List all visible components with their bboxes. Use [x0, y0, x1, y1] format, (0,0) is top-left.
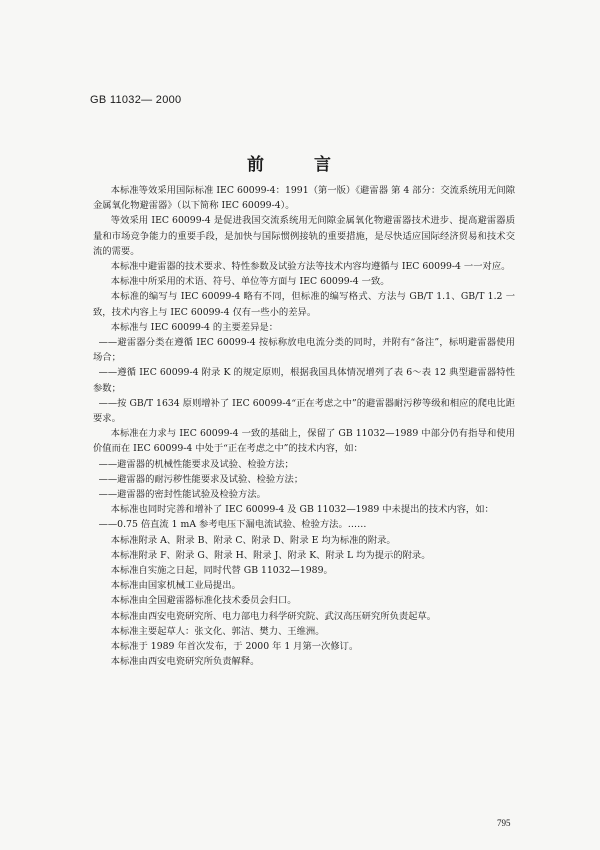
paragraph: 本标准由全国避雷器标准化技术委员会归口。: [110, 595, 297, 607]
list-item: ——0.75 倍直流 1 mA 参考电压下漏电流试验、检验方法。……: [98, 519, 367, 531]
paragraph: 本标准的编写与 IEC 60099-4 略有不同，但标准的编写格式、方法与 GB/T 1.1、GB/T 1.2 一致，技术内容上与 IEC 60099-4 仅有一些小的差异。: [93, 291, 515, 318]
list-item: ——避雷器分类在遵循 IEC 60099-4 按标称放电电流分类的同时，并附有“备注”，标明避雷器使用场合；: [93, 337, 515, 364]
list-item: ——避雷器的密封性能试验及检验方法。: [98, 489, 266, 501]
paragraph: 本标准由西安电瓷研究所、电力部电力科学研究院、武汉高压研究所负责起草。: [110, 610, 437, 622]
paragraph: 本标准在力求与 IEC 60099-4 一致的基础上，保留了 GB 11032—1989 中部分仍有指导和使用价值而在 IEC 60099-4 中处于“正在考虑之中”的技术内容，如：: [93, 428, 515, 455]
paragraph: 本标准等效采用国际标准 IEC 60099-4：1991（第一版）《避雷器 第 4 部分：交流系统用无间隙金属氧化物避雷器》（以下简称 IEC 60099-4）。: [93, 185, 515, 212]
page-number: 795: [497, 818, 511, 828]
paragraph: 本标准附录 A、附录 B、附录 C、附录 D、附录 E 均为标准的附录。: [110, 534, 396, 546]
paragraph: 本标准附录 F、附录 G、附录 H、附录 J、附录 K、附录 L 均为提示的附录。: [110, 549, 431, 561]
paragraph: 本标准于 1989 年首次发布，于 2000 年 1 月第一次修订。: [110, 641, 359, 653]
paragraph: 本标准自实施之日起，同时代替 GB 11032—1989。: [110, 565, 333, 577]
paragraph: 本标准中避雷器的技术要求、特性参数及试验方法等技术内容均遵循与 IEC 60099-4 一一对应。: [110, 261, 511, 273]
paragraph: 本标准主要起草人：张文化、郭洁、樊力、王维洲。: [110, 625, 325, 637]
list-item: ——避雷器的机械性能要求及试验、检验方法；: [98, 458, 294, 470]
list-item: ——遵循 IEC 60099-4 附录 K 的规定原则，根据我国具体情况增列了表 6～表 12 典型避雷器特性参数；: [93, 367, 515, 394]
foreword-body: [93, 183, 515, 670]
paragraph: 本标准由国家机械工业局提出。: [110, 580, 241, 592]
paragraph: 本标准由西安电瓷研究所负责解释。: [110, 656, 260, 668]
list-item: ——避雷器的耐污秽性能要求及试验、检验方法；: [98, 473, 304, 485]
page-title: 前 言: [247, 155, 353, 175]
paragraph: 等效采用 IEC 60099-4 是促进我国交流系统用无间隙金属氧化物避雷器技术进步、提高避雷器质量和市场竞争能力的重要手段，是加快与国际惯例接轨的重要措施，是尽快适应国际经济贸易和技术交流的需要。: [93, 215, 515, 257]
paragraph: 本标准中所采用的术语、符号、单位等方面与 IEC 60099-4 一致。: [110, 276, 390, 288]
standard-number: GB 11032— 2000: [90, 94, 182, 106]
paragraph: 本标准也同时完善和增补了 IEC 60099-4 及 GB 11032—1989 中未提出的技术内容，如：: [110, 504, 494, 516]
list-item: ——按 GB/T 1634 原则增补了 IEC 60099-4“正在考虑之中”的避雷器耐污秽等级和相应的爬电比距要求。: [93, 397, 515, 425]
paragraph: 本标准与 IEC 60099-4 的主要差异是：: [110, 321, 278, 333]
